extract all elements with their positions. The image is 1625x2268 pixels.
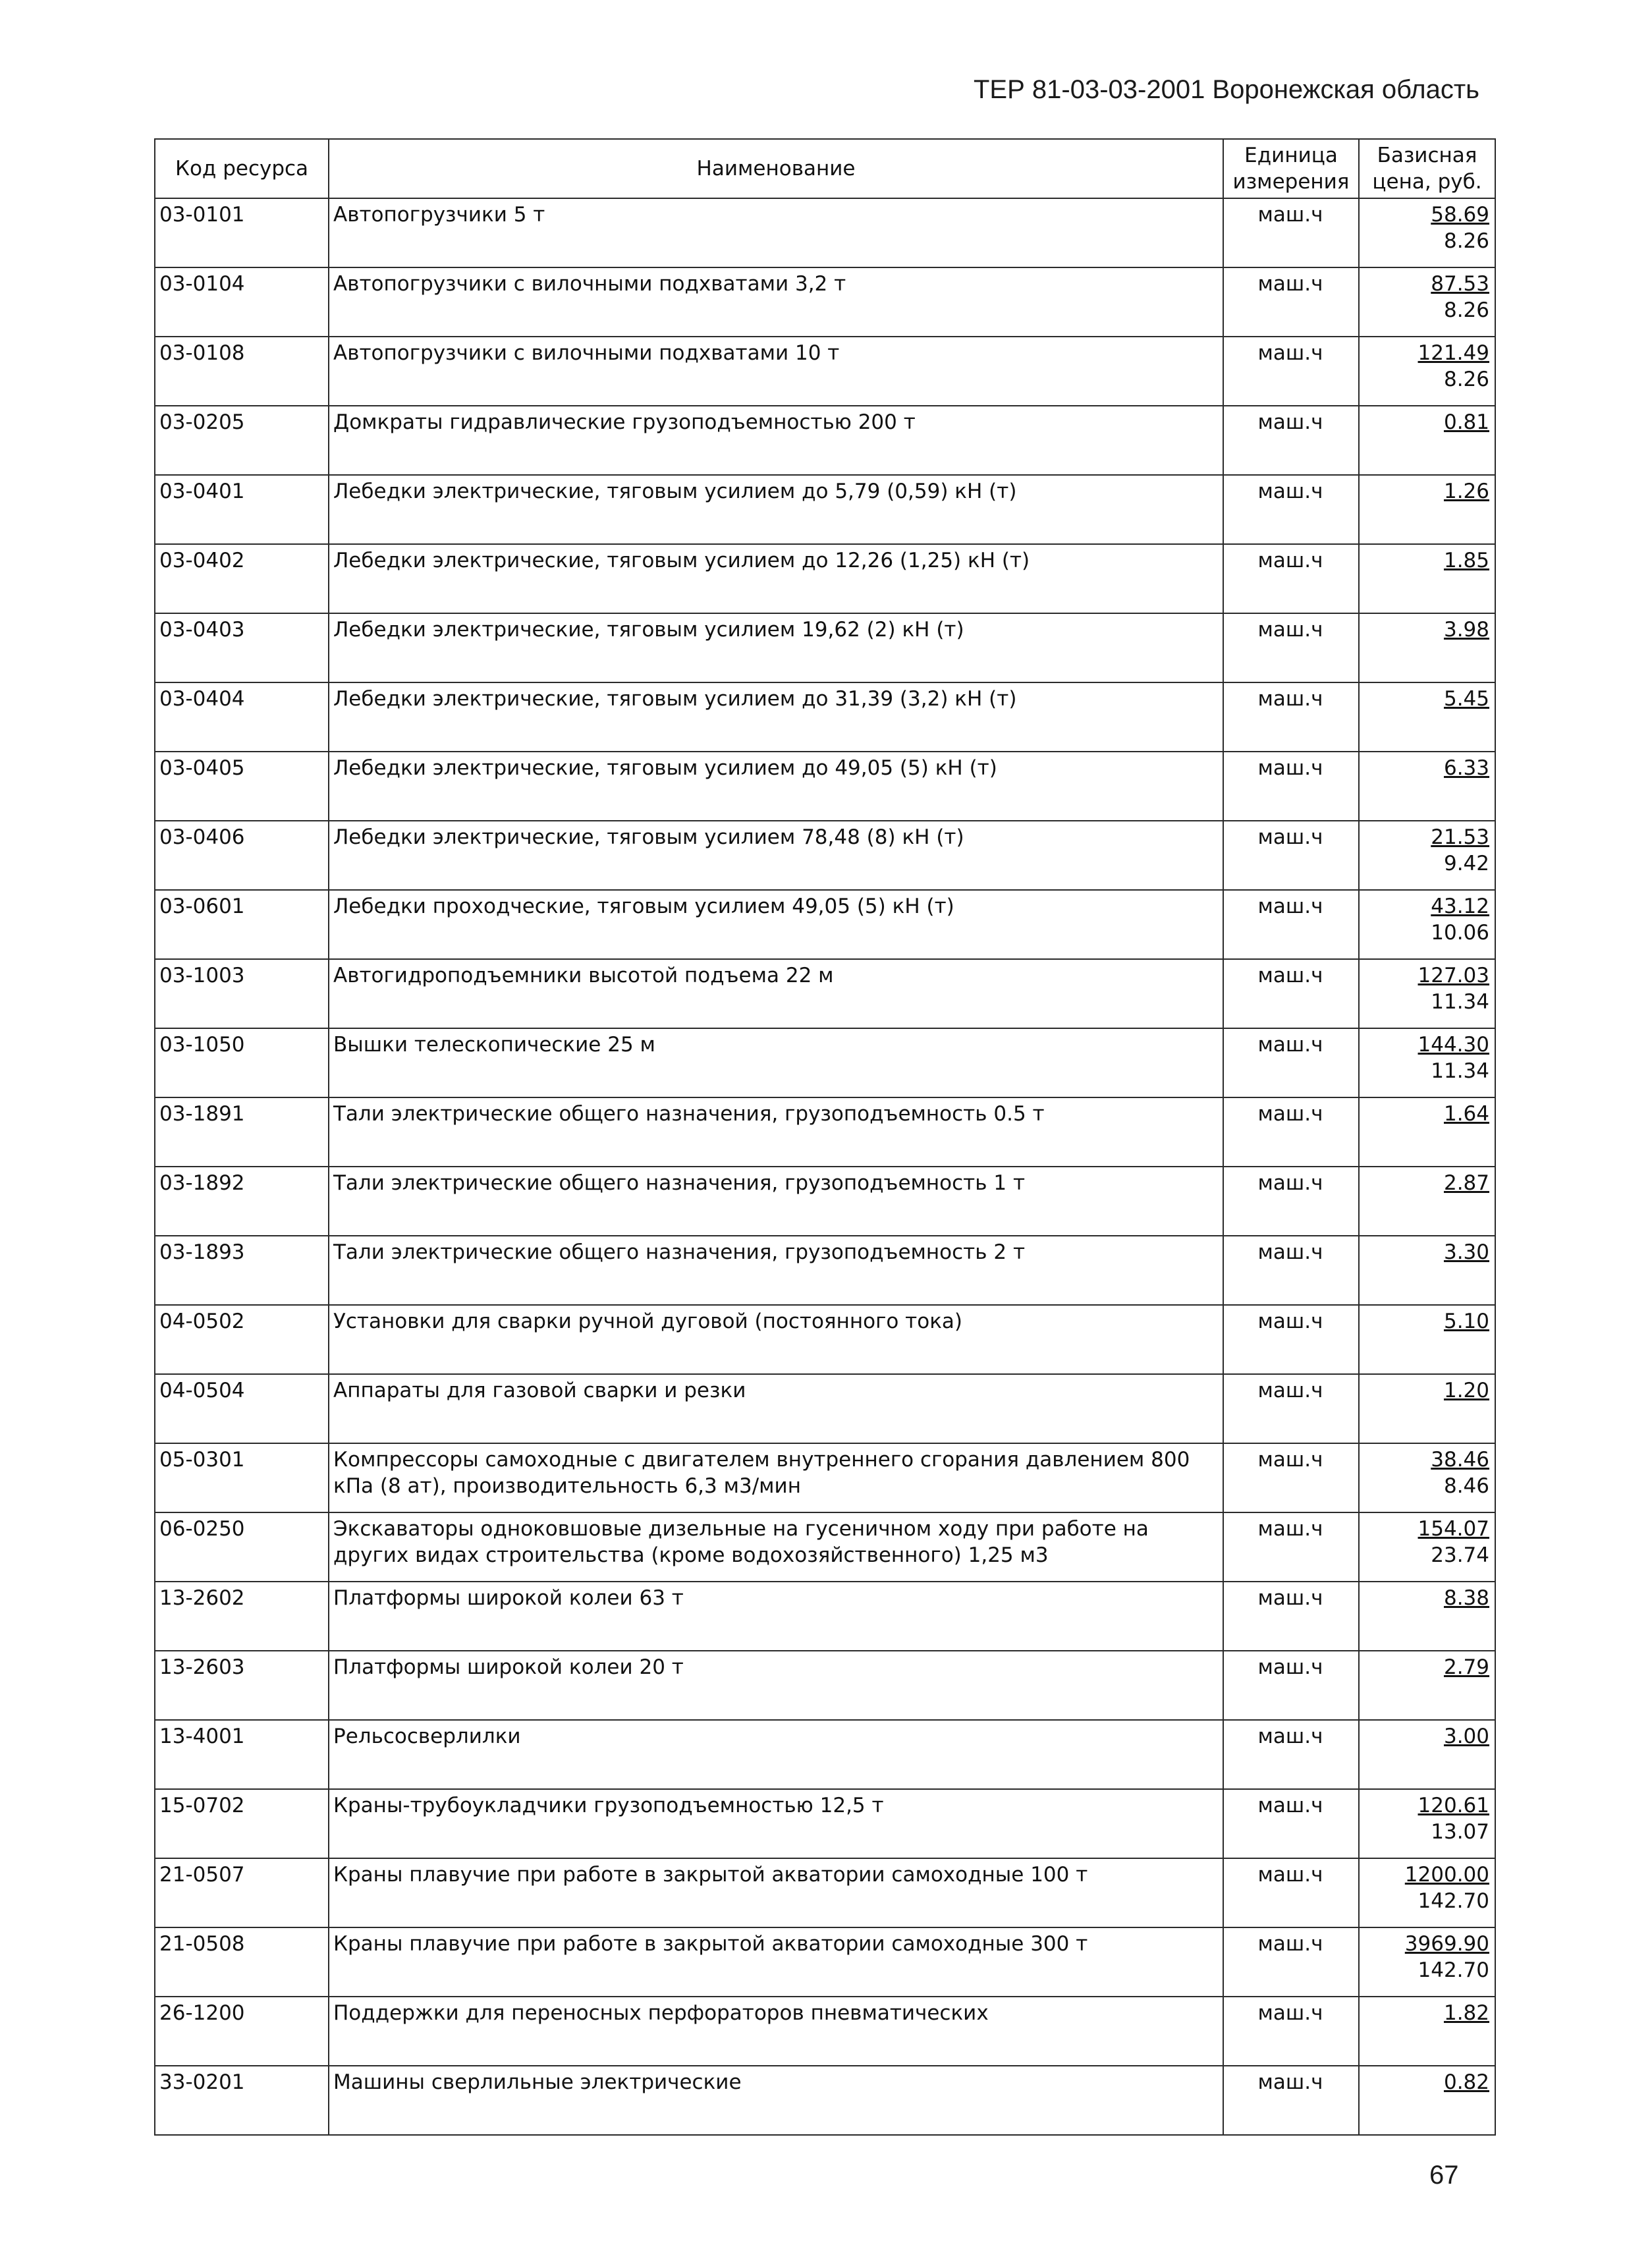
- base-price: 5.10: [1443, 1310, 1489, 1333]
- base-price: 21.53: [1431, 825, 1489, 849]
- resource-name-cell: Лебедки электрические, тяговым усилием 78,48 (8) кН (т): [329, 821, 1223, 890]
- base-price: 1.26: [1443, 480, 1489, 503]
- wage-component: 13.07: [1431, 1820, 1489, 1844]
- price-cell: [1359, 1651, 1495, 1720]
- price-cell: [1359, 1028, 1495, 1097]
- price-cell: [1359, 1582, 1495, 1651]
- price-cell: [1359, 1927, 1495, 1997]
- table-row: [155, 682, 1495, 752]
- column-header-unit-line2: измерения: [1232, 170, 1350, 194]
- unit-cell: маш.ч: [1223, 406, 1359, 475]
- table-row: [155, 821, 1495, 890]
- unit-cell: маш.ч: [1223, 1443, 1359, 1512]
- resource-name-cell: Поддержки для переносных перфораторов пневматических: [329, 1997, 1223, 2066]
- resource-code-cell: 03-0401: [155, 475, 329, 544]
- price-cell: [1359, 1997, 1495, 2066]
- table-row: [155, 1374, 1495, 1443]
- resource-code-cell: 05-0301: [155, 1443, 329, 1512]
- resource-code-cell: 03-1003: [155, 959, 329, 1028]
- unit-cell: маш.ч: [1223, 475, 1359, 544]
- base-price: 2.87: [1443, 1171, 1489, 1195]
- unit-cell: маш.ч: [1223, 337, 1359, 406]
- price-cell: [1359, 821, 1495, 890]
- table-row: [155, 267, 1495, 337]
- base-price: 6.33: [1443, 756, 1489, 780]
- table-row: [155, 198, 1495, 267]
- wage-component: 8.26: [1443, 298, 1489, 322]
- unit-cell: маш.ч: [1223, 1789, 1359, 1858]
- table-row: [155, 1789, 1495, 1858]
- resource-name-cell: Краны плавучие при работе в закрытой акватории самоходные 300 т: [329, 1927, 1223, 1997]
- base-price: 3.30: [1443, 1240, 1489, 1264]
- resource-code-cell: 03-1050: [155, 1028, 329, 1097]
- table-row: [155, 406, 1495, 475]
- price-cell: [1359, 1374, 1495, 1443]
- unit-cell: маш.ч: [1223, 682, 1359, 752]
- table-row: [155, 1651, 1495, 1720]
- price-cell: [1359, 1167, 1495, 1236]
- resource-name-cell: Установки для сварки ручной дуговой (постоянного тока): [329, 1305, 1223, 1374]
- resource-code-cell: 21-0508: [155, 1927, 329, 1997]
- resource-code-cell: 03-1893: [155, 1236, 329, 1305]
- resource-name-cell: Лебедки электрические, тяговым усилием до 12,26 (1,25) кН (т): [329, 544, 1223, 613]
- resource-code-cell: 04-0504: [155, 1374, 329, 1443]
- base-price: 0.81: [1443, 410, 1489, 434]
- wage-component: 142.70: [1418, 1889, 1489, 1913]
- price-cell: [1359, 1236, 1495, 1305]
- price-cell: [1359, 1305, 1495, 1374]
- table-row: [155, 1858, 1495, 1927]
- unit-cell: маш.ч: [1223, 1167, 1359, 1236]
- wage-component: 8.26: [1443, 229, 1489, 253]
- price-cell: [1359, 1789, 1495, 1858]
- price-cell: [1359, 1097, 1495, 1167]
- unit-cell: маш.ч: [1223, 890, 1359, 959]
- table-row: [155, 1512, 1495, 1582]
- price-cell: [1359, 406, 1495, 475]
- resource-name-cell: Тали электрические общего назначения, грузоподъемность 1 т: [329, 1167, 1223, 1236]
- wage-component: 8.26: [1443, 368, 1489, 391]
- price-cell: [1359, 544, 1495, 613]
- resource-name-cell: Лебедки электрические, тяговым усилием до 49,05 (5) кН (т): [329, 752, 1223, 821]
- resource-code-cell: 03-1892: [155, 1167, 329, 1236]
- price-cell: [1359, 613, 1495, 682]
- resource-code-cell: 13-2602: [155, 1582, 329, 1651]
- unit-cell: маш.ч: [1223, 613, 1359, 682]
- page-number: 67: [1429, 2161, 1459, 2190]
- unit-cell: маш.ч: [1223, 1236, 1359, 1305]
- unit-cell: маш.ч: [1223, 1927, 1359, 1997]
- table-row: [155, 1997, 1495, 2066]
- base-price: 154.07: [1418, 1517, 1489, 1541]
- resource-name-cell: Рельсосверлилки: [329, 1720, 1223, 1789]
- table-row: [155, 1305, 1495, 1374]
- base-price: 43.12: [1431, 895, 1489, 918]
- unit-cell: маш.ч: [1223, 267, 1359, 337]
- base-price: 0.82: [1443, 2070, 1489, 2094]
- resource-code-cell: 15-0702: [155, 1789, 329, 1858]
- table-row: [155, 959, 1495, 1028]
- unit-cell: маш.ч: [1223, 1512, 1359, 1582]
- column-header-unit-line1: Единица: [1244, 144, 1338, 167]
- base-price: 120.61: [1418, 1794, 1489, 1817]
- wage-component: 11.34: [1431, 990, 1489, 1014]
- wage-component: 142.70: [1418, 1958, 1489, 1982]
- resource-code-cell: 03-0406: [155, 821, 329, 890]
- resource-code-cell: 04-0502: [155, 1305, 329, 1374]
- resource-name-cell: Тали электрические общего назначения, грузоподъемность 0.5 т: [329, 1097, 1223, 1167]
- resource-name-cell: Компрессоры самоходные с двигателем внутреннего сгорания давлением 800 кПа (8 ат), производительность 6,3 м3/мин: [329, 1443, 1223, 1512]
- table-row: [155, 1167, 1495, 1236]
- price-cell: [1359, 2066, 1495, 2135]
- table-row: [155, 1720, 1495, 1789]
- table-row: [155, 613, 1495, 682]
- resource-name-cell: Тали электрические общего назначения, грузоподъемность 2 т: [329, 1236, 1223, 1305]
- price-cell: [1359, 1443, 1495, 1512]
- resource-name-cell: Вышки телескопические 25 м: [329, 1028, 1223, 1097]
- column-header-name: Наименование: [329, 139, 1223, 198]
- resource-code-cell: 03-0101: [155, 198, 329, 267]
- unit-cell: маш.ч: [1223, 821, 1359, 890]
- table-row: [155, 2066, 1495, 2135]
- base-price: 1.85: [1443, 549, 1489, 572]
- resource-name-cell: Автопогрузчики с вилочными подхватами 3,2 т: [329, 267, 1223, 337]
- price-cell: [1359, 267, 1495, 337]
- price-cell: [1359, 752, 1495, 821]
- unit-cell: маш.ч: [1223, 1305, 1359, 1374]
- base-price: 87.53: [1431, 272, 1489, 296]
- base-price: 1.20: [1443, 1379, 1489, 1402]
- unit-cell: маш.ч: [1223, 1582, 1359, 1651]
- resource-name-cell: Домкраты гидравлические грузоподъемностью 200 т: [329, 406, 1223, 475]
- resource-code-cell: 03-0601: [155, 890, 329, 959]
- table-row: [155, 1927, 1495, 1997]
- column-header-code: Код ресурса: [155, 139, 329, 198]
- unit-cell: маш.ч: [1223, 544, 1359, 613]
- price-cell: [1359, 959, 1495, 1028]
- resource-name-cell: Автопогрузчики с вилочными подхватами 10 т: [329, 337, 1223, 406]
- wage-component: 9.42: [1443, 852, 1489, 875]
- wage-component: 10.06: [1431, 921, 1489, 945]
- resource-code-cell: 03-0403: [155, 613, 329, 682]
- base-price: 1.64: [1443, 1102, 1489, 1126]
- table-row: [155, 890, 1495, 959]
- base-price: 144.30: [1418, 1033, 1489, 1057]
- table-row: [155, 1028, 1495, 1097]
- table-header-row: [155, 139, 1495, 198]
- base-price: 8.38: [1443, 1586, 1489, 1610]
- resource-code-cell: 26-1200: [155, 1997, 329, 2066]
- resource-name-cell: Лебедки электрические, тяговым усилием 19,62 (2) кН (т): [329, 613, 1223, 682]
- column-header-price: [1359, 139, 1495, 198]
- wage-component: 8.46: [1443, 1474, 1489, 1498]
- resource-price-table: [154, 138, 1496, 2136]
- resource-name-cell: Лебедки проходческие, тяговым усилием 49,05 (5) кН (т): [329, 890, 1223, 959]
- resource-name-cell: Лебедки электрические, тяговым усилием до 5,79 (0,59) кН (т): [329, 475, 1223, 544]
- resource-name-cell: Платформы широкой колеи 63 т: [329, 1582, 1223, 1651]
- resource-name-cell: Платформы широкой колеи 20 т: [329, 1651, 1223, 1720]
- resource-code-cell: 33-0201: [155, 2066, 329, 2135]
- unit-cell: маш.ч: [1223, 1720, 1359, 1789]
- base-price: 1.82: [1443, 2001, 1489, 2025]
- table-row: [155, 1443, 1495, 1512]
- price-cell: [1359, 198, 1495, 267]
- table-row: [155, 1236, 1495, 1305]
- unit-cell: маш.ч: [1223, 1374, 1359, 1443]
- price-cell: [1359, 890, 1495, 959]
- unit-cell: маш.ч: [1223, 1097, 1359, 1167]
- unit-cell: маш.ч: [1223, 1028, 1359, 1097]
- base-price: 121.49: [1418, 341, 1489, 365]
- price-cell: [1359, 682, 1495, 752]
- wage-component: 11.34: [1431, 1059, 1489, 1083]
- resource-code-cell: 03-0108: [155, 337, 329, 406]
- base-price: 5.45: [1443, 687, 1489, 711]
- resource-name-cell: Краны плавучие при работе в закрытой акватории самоходные 100 т: [329, 1858, 1223, 1927]
- resource-name-cell: Автогидроподъемники высотой подъема 22 м: [329, 959, 1223, 1028]
- column-header-unit: [1223, 139, 1359, 198]
- price-cell: [1359, 475, 1495, 544]
- base-price: 3969.90: [1404, 1932, 1489, 1956]
- page-header-title: ТЕР 81-03-03-2001 Воронежская область: [973, 75, 1479, 104]
- resource-code-cell: 03-1891: [155, 1097, 329, 1167]
- resource-name-cell: Краны-трубоукладчики грузоподъемностью 12,5 т: [329, 1789, 1223, 1858]
- base-price: 3.98: [1443, 618, 1489, 642]
- unit-cell: маш.ч: [1223, 2066, 1359, 2135]
- base-price: 38.46: [1431, 1448, 1489, 1472]
- price-cell: [1359, 1720, 1495, 1789]
- resource-name-cell: Лебедки электрические, тяговым усилием до 31,39 (3,2) кН (т): [329, 682, 1223, 752]
- resource-code-cell: 21-0507: [155, 1858, 329, 1927]
- base-price: 1200.00: [1404, 1863, 1489, 1887]
- resource-name-cell: Машины сверлильные электрические: [329, 2066, 1223, 2135]
- price-cell: [1359, 1512, 1495, 1582]
- column-header-price-line2: цена, руб.: [1372, 170, 1482, 194]
- unit-cell: маш.ч: [1223, 198, 1359, 267]
- resource-code-cell: 03-0402: [155, 544, 329, 613]
- resource-name-cell: Экскаваторы одноковшовые дизельные на гусеничном ходу при работе на других видах строительства (кроме водохозяйственного) 1,25 м3: [329, 1512, 1223, 1582]
- table-row: [155, 752, 1495, 821]
- resource-code-cell: 06-0250: [155, 1512, 329, 1582]
- unit-cell: маш.ч: [1223, 959, 1359, 1028]
- resource-code-cell: 03-0104: [155, 267, 329, 337]
- base-price: 2.79: [1443, 1655, 1489, 1679]
- wage-component: 23.74: [1431, 1543, 1489, 1567]
- unit-cell: маш.ч: [1223, 1858, 1359, 1927]
- resource-code-cell: 13-4001: [155, 1720, 329, 1789]
- column-header-price-line1: Базисная: [1377, 144, 1477, 167]
- base-price: 58.69: [1431, 203, 1489, 227]
- table-row: [155, 337, 1495, 406]
- table-row: [155, 544, 1495, 613]
- resource-code-cell: 03-0404: [155, 682, 329, 752]
- resource-code-cell: 03-0205: [155, 406, 329, 475]
- price-cell: [1359, 1858, 1495, 1927]
- resource-name-cell: Аппараты для газовой сварки и резки: [329, 1374, 1223, 1443]
- unit-cell: маш.ч: [1223, 1651, 1359, 1720]
- unit-cell: маш.ч: [1223, 752, 1359, 821]
- table-row: [155, 1582, 1495, 1651]
- unit-cell: маш.ч: [1223, 1997, 1359, 2066]
- resource-code-cell: 03-0405: [155, 752, 329, 821]
- table-row: [155, 1097, 1495, 1167]
- table-row: [155, 475, 1495, 544]
- resource-code-cell: 13-2603: [155, 1651, 329, 1720]
- base-price: 3.00: [1443, 1725, 1489, 1748]
- base-price: 127.03: [1418, 964, 1489, 987]
- resource-name-cell: Автопогрузчики 5 т: [329, 198, 1223, 267]
- price-cell: [1359, 337, 1495, 406]
